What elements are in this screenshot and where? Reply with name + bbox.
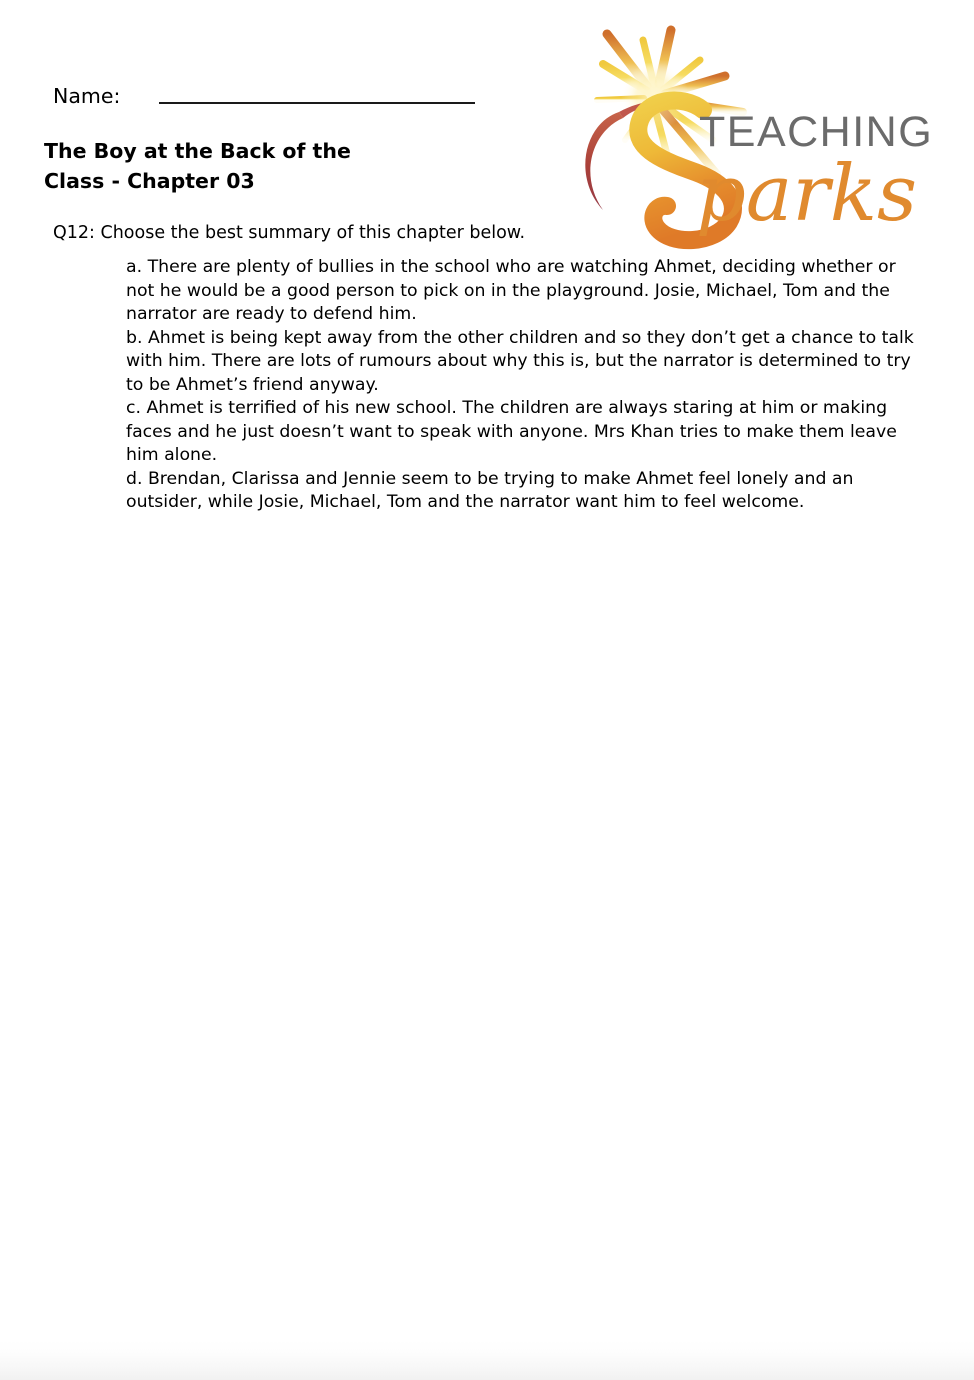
name-label: Name: [53,84,121,108]
answer-option-c[interactable]: c. Ahmet is terrified of his new school. The children are always staring at him or making faces and he just doesn’t want to speak with anyone. Mrs Khan tries to make them leave him alone. [126,398,897,465]
logo-artwork [563,14,943,250]
answer-options-list [126,256,922,515]
crescent-arc [585,112,623,210]
teaching-sparks-logo [563,14,943,250]
page-title-line-2: Class - Chapter 03 [44,169,255,193]
answer-option-a[interactable]: a. There are plenty of bullies in the school who are watching Ahmet, deciding whether or not he would be a good person to pick on in the playground. Josie, Michael, Tom and the narrator are ready to defend him. [126,257,896,324]
name-input-line[interactable] [159,102,475,104]
name-row [53,84,475,108]
answer-option-d[interactable]: d. Brendan, Clarissa and Jennie seem to be trying to make Ahmet feel lonely and an outsider, while Josie, Michael, Tom and the narrator want him to feel welcome. [126,468,854,512]
page-title [44,136,464,196]
question-prompt: Q12: Choose the best summary of this chapter below. [53,223,526,243]
answer-option-b[interactable]: b. Ahmet is being kept away from the other children and so they don’t get a chance to talk with him. There are lots of rumours about why this is, but the narrator is determined to try to be Ahmet’s friend anyway. [126,327,914,395]
page-bottom-edge [0,1340,974,1380]
page-title-line-1: The Boy at the Back of the [44,139,351,163]
logo-teaching-text: TEACHING [699,108,934,156]
logo-parks-text: parks [696,149,918,239]
